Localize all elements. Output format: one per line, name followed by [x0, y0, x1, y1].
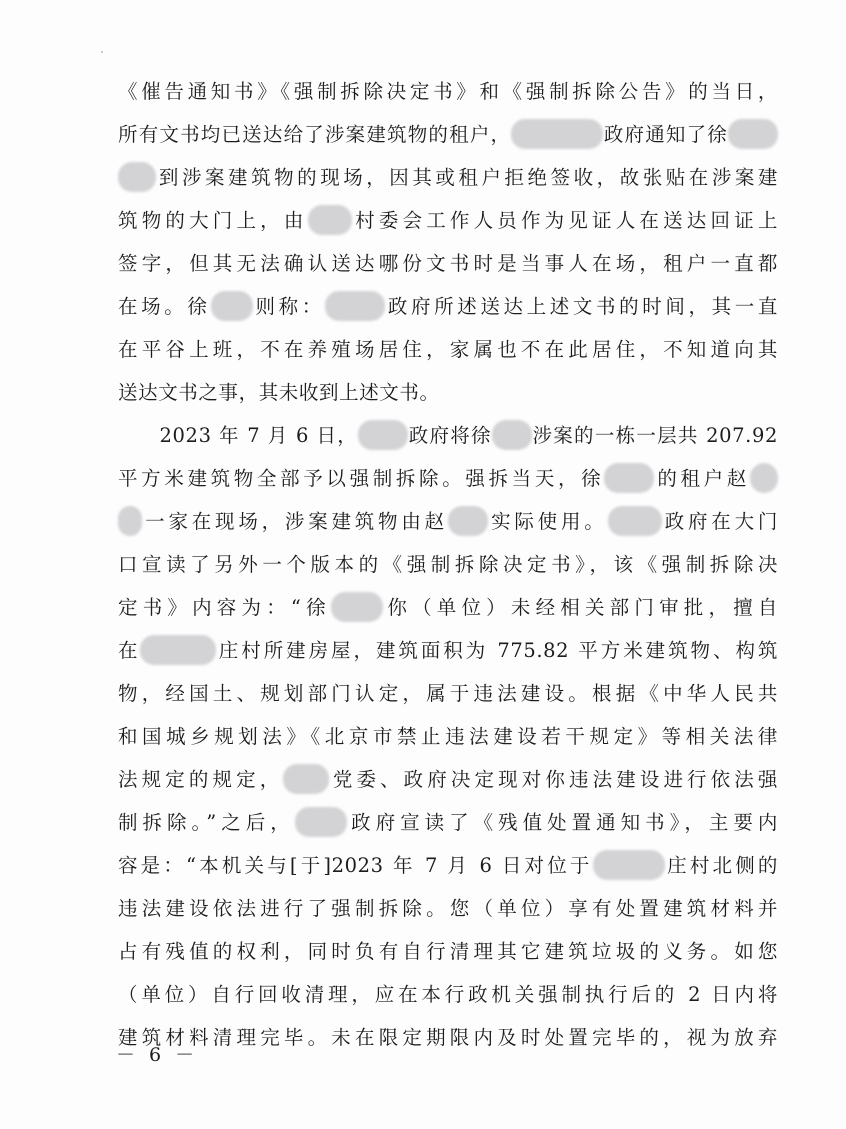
- text-line: [118, 930, 778, 973]
- body-text: [118, 70, 778, 1059]
- text-segment: 和国城乡规划法》《北京市禁止违法建设若干规定》等相关法律: [118, 725, 778, 748]
- redaction-mark: [118, 162, 156, 192]
- text-segment: 庄村北侧的: [664, 854, 778, 877]
- text-segment: 则称：: [252, 295, 325, 318]
- text-segment: 政府将徐: [408, 424, 492, 447]
- text-line: [118, 457, 778, 500]
- redaction-mark: [358, 420, 408, 450]
- text-line: [118, 586, 778, 629]
- redaction-mark: [448, 506, 488, 536]
- text-segment: 政府通知了徐: [603, 123, 728, 146]
- text-segment: 到涉案建筑物的现场，因其或租户拒绝签收，故张贴在涉案建: [156, 166, 778, 189]
- text-segment: 在: [118, 639, 141, 662]
- text-segment: 在场。徐: [118, 295, 211, 318]
- text-segment: 违法建设依法进行了强制拆除。您（单位）享有处置建筑材料并: [118, 897, 778, 920]
- text-segment: 在平谷上班，不在养殖场居住，家属也不在此居住，不知道向其: [118, 338, 778, 361]
- text-segment: 你（单位）未经相关部门审批，擅自: [382, 596, 778, 619]
- text-line: [118, 844, 778, 887]
- redaction-mark: [604, 463, 654, 493]
- text-line: [118, 715, 778, 758]
- redaction-mark: [308, 205, 352, 235]
- text-segment: 签字，但其无法确认送达哪份文书时是当事人在场，租户一直都: [118, 252, 778, 275]
- text-segment: 政府所述送达上述文书的时间，其一直: [384, 295, 778, 318]
- text-line: [118, 242, 778, 285]
- redaction-mark: [331, 592, 383, 622]
- text-segment: 物，经国土、规划部门认定，属于违法建设。根据《中华人民共: [118, 682, 778, 705]
- text-segment: 涉案的一栋一层共 207.92: [531, 424, 778, 447]
- text-segment: 建筑材料清理完毕。未在限定期限内及时处置完毕的，视为放弃: [118, 1026, 778, 1049]
- text-segment: 党委、政府决定现对你违法建设进行依法强: [329, 768, 778, 791]
- text-segment: 平方米建筑物全部予以强制拆除。强拆当天，徐: [118, 467, 605, 490]
- text-segment: 占有残值的权利，同时负有自行清理其它建筑垃圾的义务。如您: [118, 940, 778, 963]
- text-segment: 的租户赵: [654, 467, 750, 490]
- redaction-mark: [492, 420, 532, 450]
- text-segment: 2023 年 7 月 6 日，: [118, 424, 359, 447]
- redaction-mark: [211, 291, 253, 321]
- text-segment: 村委会工作人员作为见证人在送达回证上: [351, 209, 778, 232]
- text-segment: （单位）自行回收清理，应在本行政机关强制执行后的 2 日内将: [118, 983, 778, 1006]
- text-line: [118, 973, 778, 1016]
- text-segment: 庄村所建房屋，建筑面积为 775.82 平方米建筑物、构筑: [216, 639, 778, 662]
- text-line: [118, 70, 778, 113]
- text-segment: 口宣读了另外一个版本的《强制拆除决定书》，该《强制拆除决: [118, 553, 778, 576]
- text-segment: 定书》内容为：“徐: [118, 596, 331, 619]
- redaction-mark: [511, 119, 603, 149]
- text-segment: 一家在现场，涉案建筑物由赵: [142, 510, 448, 533]
- text-line: [118, 543, 778, 586]
- text-segment: 制拆除。”之后，: [118, 811, 295, 834]
- redaction-mark: [118, 506, 142, 536]
- text-line: [118, 1016, 778, 1059]
- text-segment: 容是：“本机关与[于]2023 年 7 月 6 日对位于: [118, 854, 593, 877]
- text-segment: 《催告通知书》《强制拆除决定书》和《强制拆除公告》的当日，: [118, 80, 778, 103]
- text-segment: 送达文书之事，其未收到上述文书。: [118, 381, 440, 404]
- text-line: [118, 887, 778, 930]
- text-line: [118, 629, 778, 672]
- text-segment: 法规定的规定，: [118, 768, 284, 791]
- redaction-mark: [140, 635, 216, 665]
- redaction-mark: [728, 119, 778, 149]
- text-segment: 政府宣读了《残值处置通知书》，主要内: [346, 811, 778, 834]
- redaction-mark: [295, 807, 347, 837]
- text-line: [118, 113, 778, 156]
- text-line: [118, 371, 778, 414]
- text-segment: 政府在大门: [661, 510, 778, 533]
- redaction-mark: [608, 506, 662, 536]
- redaction-mark: [325, 291, 385, 321]
- text-line: [118, 328, 778, 371]
- text-line: [118, 285, 778, 328]
- page-number: － 6 －: [116, 1044, 199, 1066]
- text-line: [118, 672, 778, 715]
- text-segment: 筑物的大门上，由: [118, 209, 308, 232]
- redaction-mark: [750, 463, 778, 493]
- text-line: [118, 801, 778, 844]
- redaction-mark: [593, 850, 665, 880]
- text-line: [118, 500, 778, 543]
- redaction-mark: [283, 764, 329, 794]
- text-line: [118, 758, 778, 801]
- text-line: [118, 414, 778, 457]
- text-segment: 所有文书均已送达给了涉案建筑物的租户，: [118, 123, 512, 146]
- text-segment: 实际使用。: [487, 510, 608, 533]
- text-line: [118, 199, 778, 242]
- scan-speck: [101, 51, 103, 53]
- text-line: [118, 156, 778, 199]
